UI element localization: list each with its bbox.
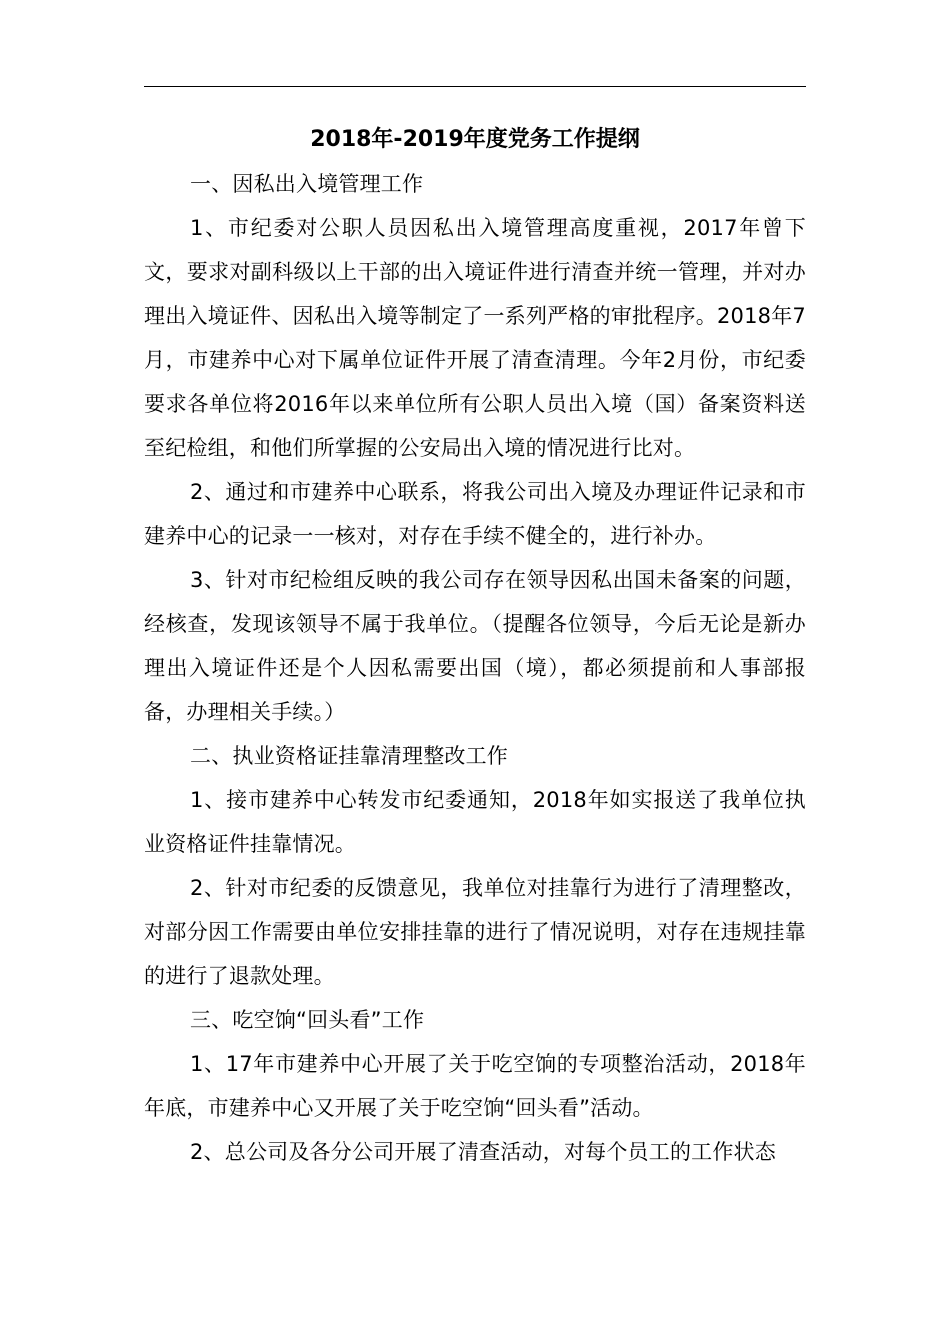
header-rule: [144, 86, 806, 87]
paragraph: 2、总公司及各分公司开展了清查活动，对每个员工的工作状态: [190, 1140, 776, 1164]
section-heading-2: 二、执业资格证挂靠清理整改工作: [190, 744, 508, 768]
document-title: 2018年-2019年度党务工作提纲: [310, 127, 640, 152]
paragraph: 1、接市建养中心转发市纪委通知，2018年如实报送了我单位执业资格证件挂靠情况。: [144, 788, 806, 856]
paragraph: 1、17年市建养中心开展了关于吃空饷的专项整治活动，2018年年底，市建养中心又开展了关于吃空饷“回头看”活动。: [144, 1052, 806, 1120]
paragraph: 3、针对市纪检组反映的我公司存在领导因私出国未备案的问题，经核查，发现该领导不属于我单位。（提醒各位领导，今后无论是新办理出入境证件还是个人因私需要出国（境），都必须提前和人事部报备，办理相关手续。）: [144, 568, 806, 724]
paragraph: 1、市纪委对公职人员因私出入境管理高度重视，2017年曾下文，要求对副科级以上干部的出入境证件进行清查并统一管理，并对办理出入境证件、因私出入境等制定了一系列严格的审批程序。2018年7月，市建养中心对下属单位证件开展了清查清理。今年2月份，市纪委要求各单位将2016年以来单位所有公职人员出入境（国）备案资料送至纪检组，和他们所掌握的公安局出入境的情况进行比对。: [144, 216, 806, 460]
section-heading-3: 三、吃空饷“回头看”工作: [190, 1008, 425, 1032]
section-heading-1: 一、因私出入境管理工作: [190, 172, 424, 196]
paragraph: 2、通过和市建养中心联系，将我公司出入境及办理证件记录和市建养中心的记录一一核对，对存在手续不健全的，进行补办。: [144, 480, 806, 548]
document-body: [144, 118, 806, 1174]
paragraph: 2、针对市纪委的反馈意见，我单位对挂靠行为进行了清理整改，对部分因工作需要由单位安排挂靠的进行了情况说明，对存在违规挂靠的进行了退款处理。: [144, 876, 806, 988]
